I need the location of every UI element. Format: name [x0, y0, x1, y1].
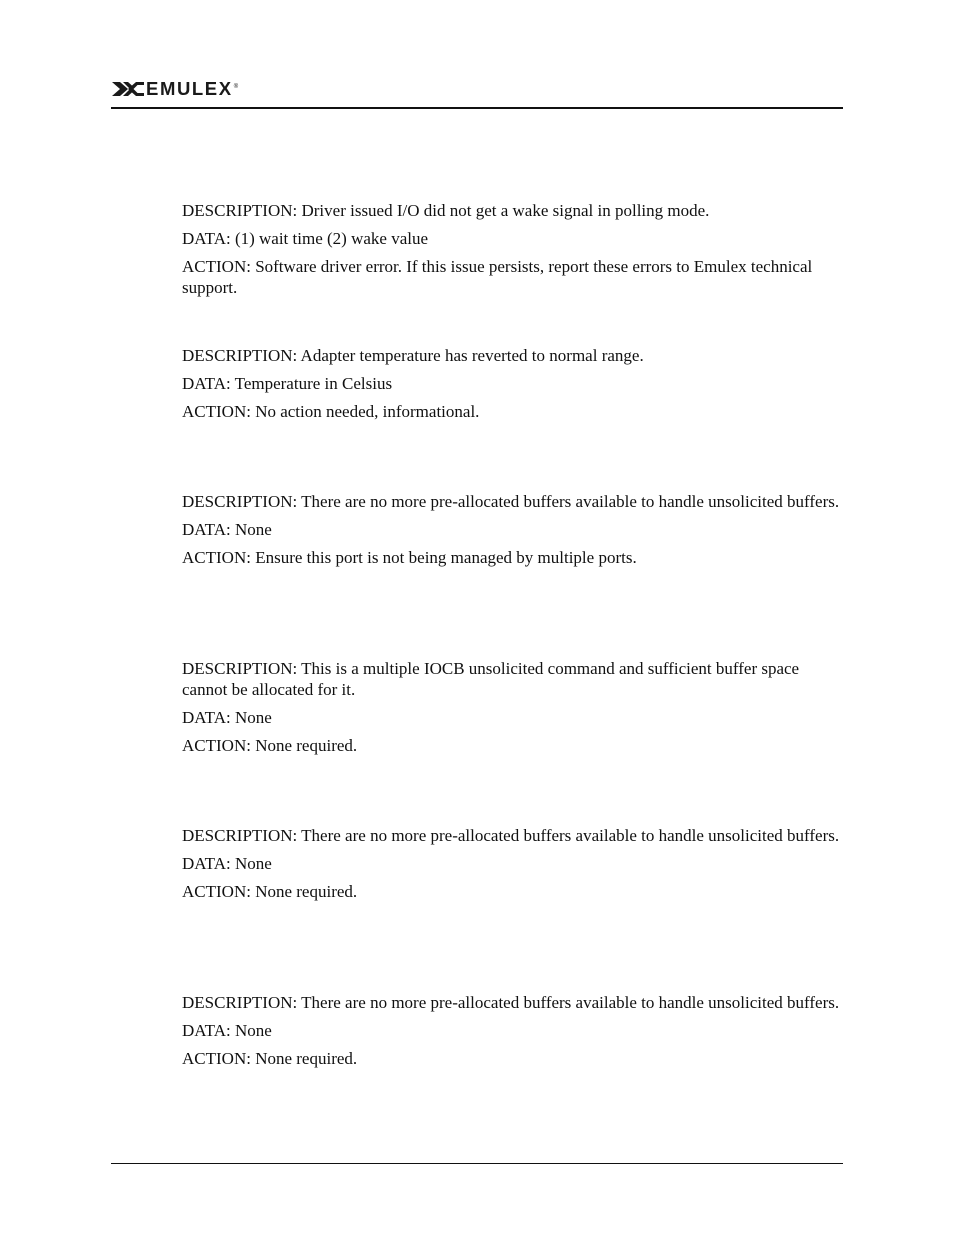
entry-description: DESCRIPTION: There are no more pre-allocated buffers available to handle unsolicited buffers.: [182, 993, 840, 1012]
entry-data: DATA: (1) wait time (2) wake value: [182, 229, 429, 248]
entry-description: DESCRIPTION: There are no more pre-allocated buffers available to handle unsolicited buffers.: [182, 826, 840, 845]
entry-action: ACTION: None required.: [182, 735, 358, 755]
entry-description: DESCRIPTION: Driver issued I/O did not get a wake signal in polling mode.: [182, 201, 710, 220]
entry-action: ACTION: Software driver error. If this issue persists, report these errors to Emulex technical support.: [182, 257, 813, 297]
entry-data: DATA: Temperature in Celsius: [182, 374, 393, 393]
entry-data: DATA: None: [182, 854, 272, 873]
emulex-logo-icon: [111, 78, 145, 100]
entry-data: DATA: None: [182, 520, 272, 539]
entry-action: ACTION: None required.: [182, 882, 358, 901]
emulex-logo: [111, 78, 238, 100]
message-entry: [182, 492, 839, 569]
entry-data: DATA: None: [182, 707, 272, 727]
entry-description: DESCRIPTION: There are no more pre-allocated buffers available to handle unsolicited buffers.: [182, 492, 840, 511]
entry-data: DATA: None: [182, 1021, 272, 1040]
message-entry: [182, 201, 844, 298]
entry-action: ACTION: Ensure this port is not being managed by multiple ports.: [182, 548, 637, 567]
footer-divider: [111, 1163, 843, 1164]
entry-description: DESCRIPTION: Adapter temperature has reverted to normal range.: [182, 346, 644, 365]
brand-name: EMULEX: [146, 78, 233, 99]
message-entry: [182, 993, 839, 1070]
message-entry: [182, 659, 844, 756]
entry-description: DESCRIPTION: This is a multiple IOCB unsolicited command and sufficient buffer space cannot be allocated for it.: [182, 659, 800, 699]
trademark-symbol: ®: [233, 84, 239, 90]
header-divider: [111, 107, 843, 109]
entry-action: ACTION: None required.: [182, 1049, 358, 1068]
entry-action: ACTION: No action needed, informational.: [182, 402, 480, 421]
message-entry: [182, 346, 644, 423]
page-header: [111, 78, 843, 109]
message-entry: [182, 826, 839, 903]
